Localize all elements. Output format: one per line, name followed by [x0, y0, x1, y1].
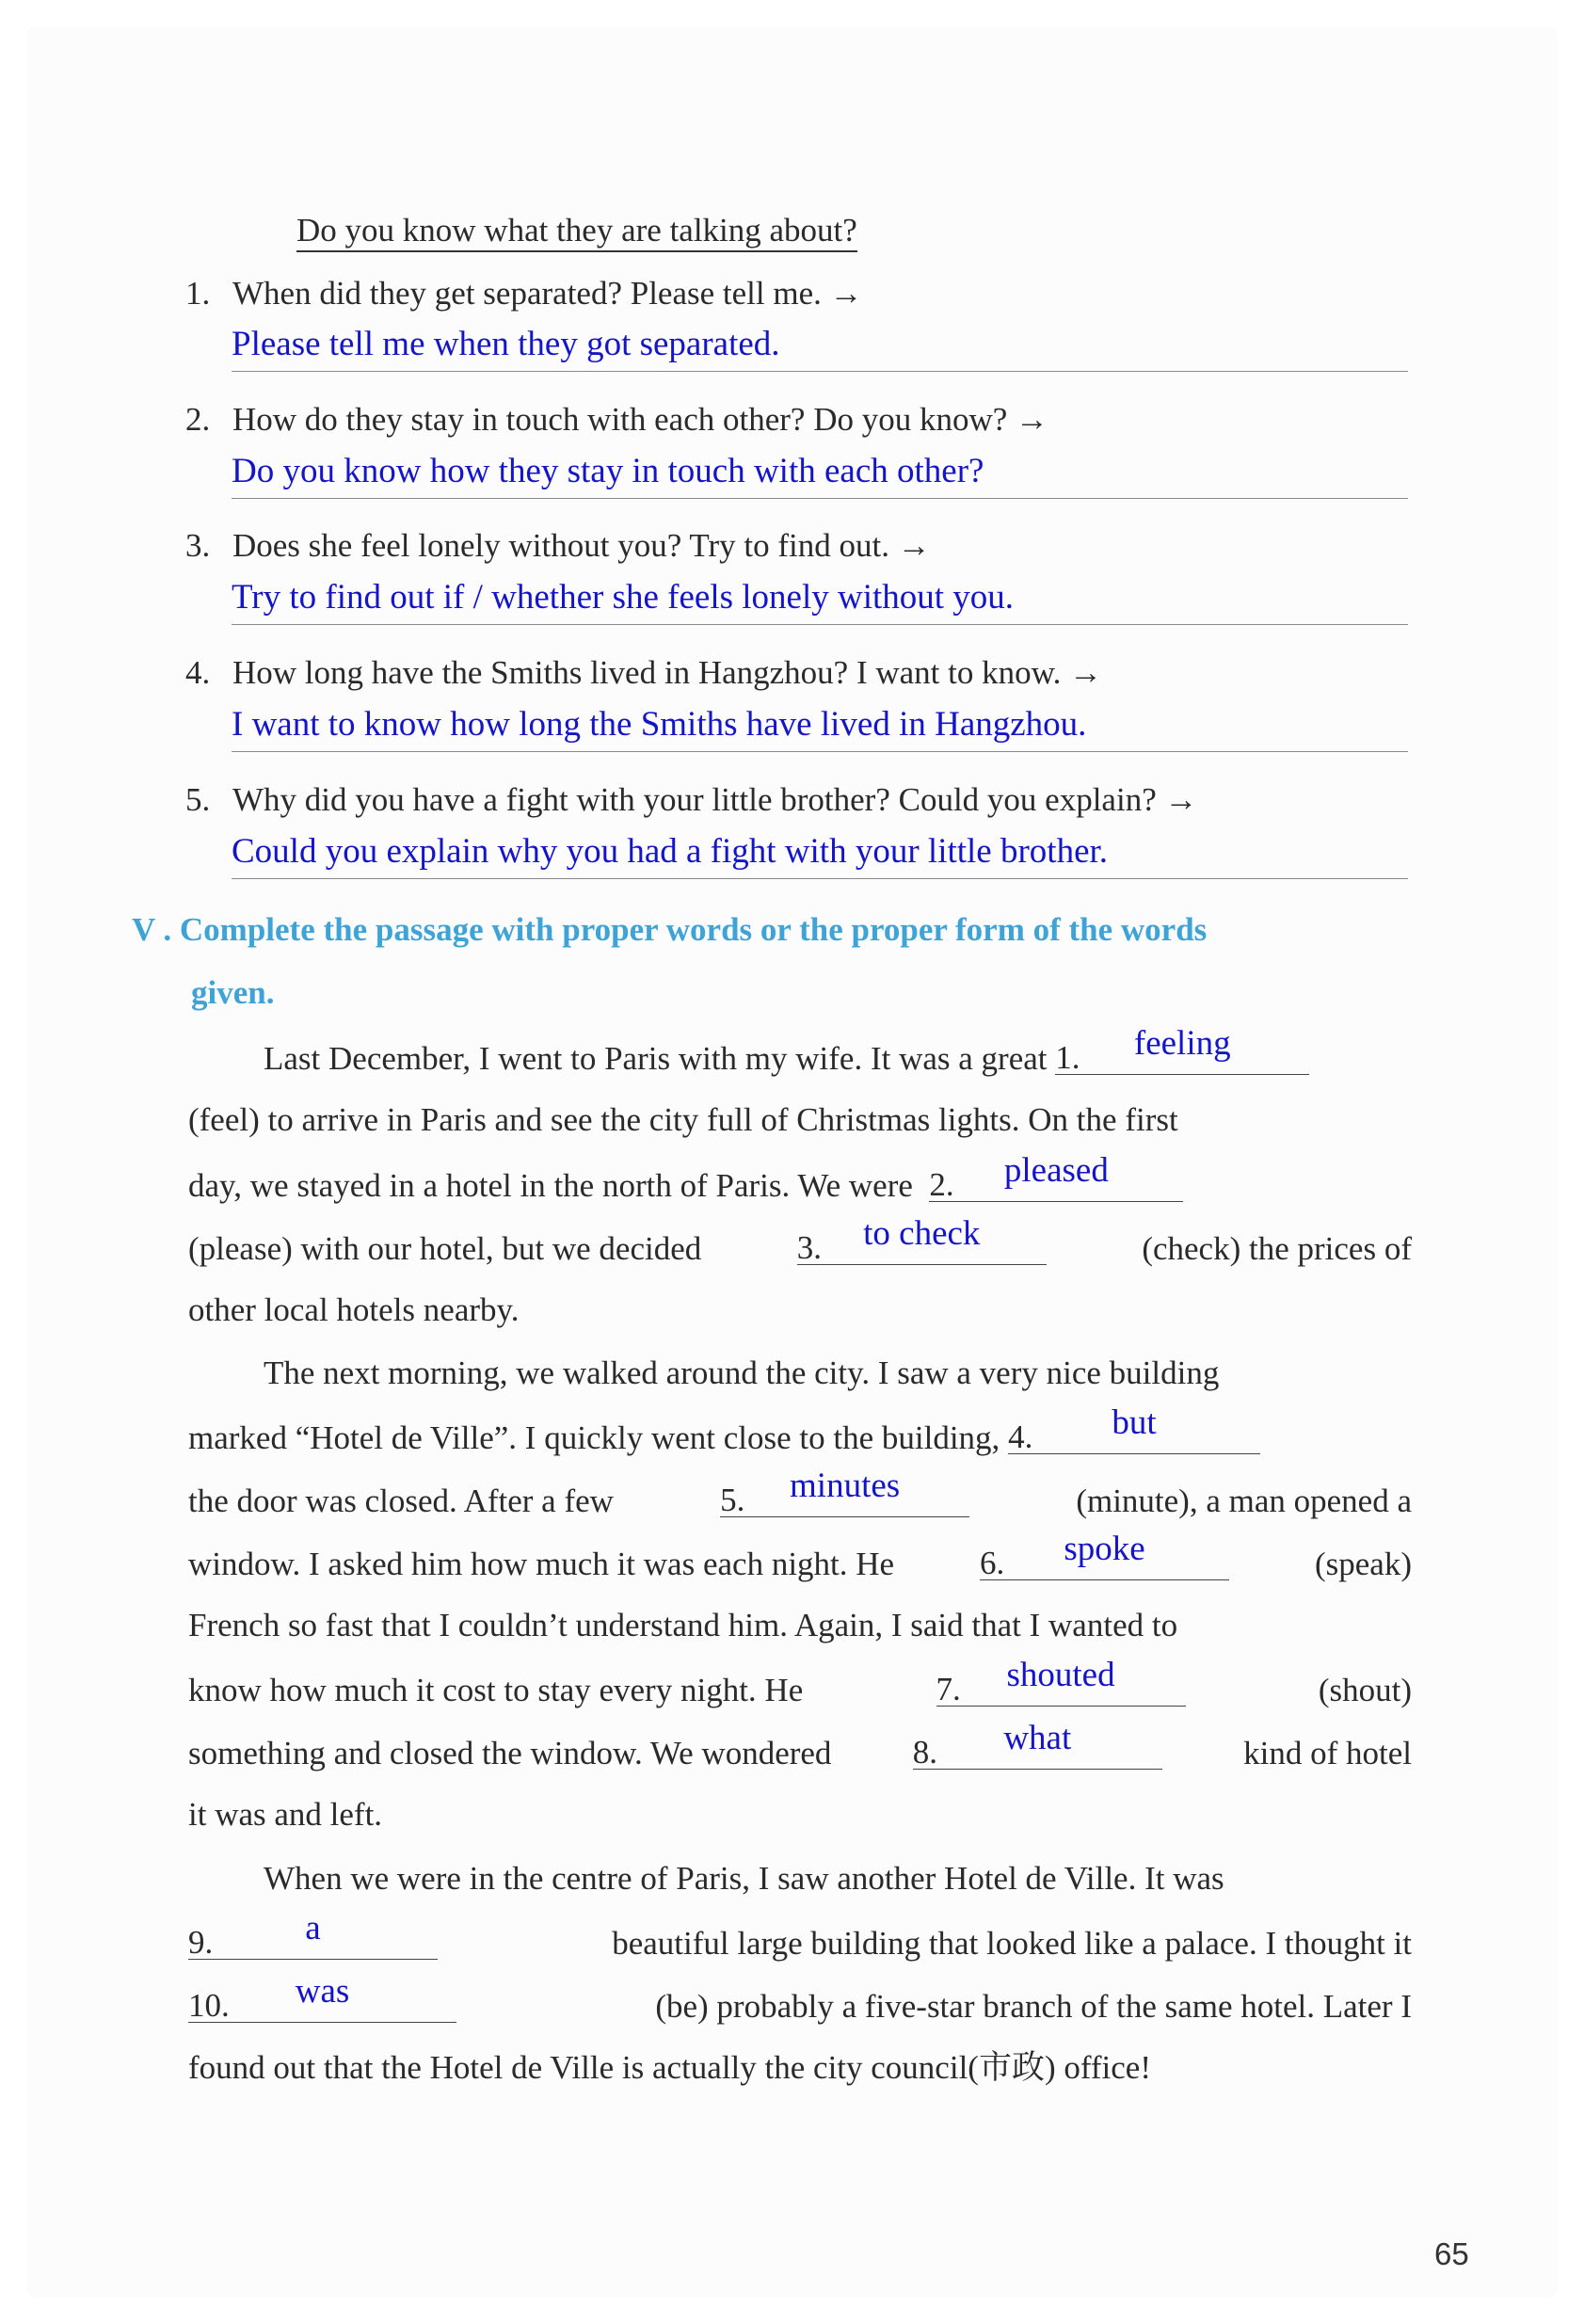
passage-line: something and closed the window. We wondered 8. what kind of hotel: [188, 1719, 1412, 1771]
section-v-heading: V . Complete the passage with proper words or the proper form of the words: [132, 911, 1208, 948]
blank-4[interactable]: 4. but: [1008, 1419, 1260, 1454]
blank-6[interactable]: 6. spoke: [980, 1546, 1229, 1580]
passage-line: know how much it cost to stay every night. He 7. shouted (shout): [188, 1656, 1412, 1708]
passage-line: day, we stayed in a hotel in the north of Paris. We were 2. pleased: [188, 1167, 1412, 1202]
intro-text: Do you know what they are talking about?: [296, 212, 857, 249]
passage-line: The next morning, we walked around the city. I saw a very nice building: [264, 1354, 1220, 1391]
answer-3: Try to find out if / whether she feels lonely without you.: [232, 578, 1408, 625]
passage-line: French so fast that I couldn’t understand him. Again, I said that I wanted to: [188, 1607, 1178, 1643]
passage-line: found out that the Hotel de Ville is actually the city council(市政) office!: [188, 2049, 1151, 2086]
passage-line: 10. was (be) probably a five-star branch of the same hotel. Later I: [188, 1972, 1412, 2025]
blank-5[interactable]: 5. minutes: [720, 1483, 969, 1517]
passage-line: 9. a beautiful large building that looked like a palace. I thought it: [188, 1909, 1412, 1962]
question-1: 1. When did they get separated? Please tell me. →: [185, 275, 863, 312]
answer-1: Please tell me when they got separated.: [232, 325, 1408, 372]
passage-line: (feel) to arrive in Paris and see the city full of Christmas lights. On the first: [188, 1101, 1178, 1138]
blank-1[interactable]: 1. feeling: [1055, 1040, 1309, 1075]
blank-2[interactable]: 2. pleased: [929, 1167, 1183, 1202]
passage-line: marked “Hotel de Ville”. I quickly went close to the building, 4. but: [188, 1419, 1412, 1454]
passage-line: it was and left.: [188, 1796, 383, 1833]
page-number: 65: [1434, 2236, 1469, 2271]
passage-line: Last December, I went to Paris with my wife. It was a great 1. feeling: [264, 1040, 1412, 1075]
passage-line: other local hotels nearby.: [188, 1291, 520, 1328]
question-5: 5. Why did you have a fight with your little brother? Could you explain? →: [185, 781, 1198, 818]
passage-line: window. I asked him how much it was each night. He 6. spoke (speak): [188, 1530, 1412, 1582]
section-v-heading-cont: given.: [191, 974, 275, 1011]
blank-3[interactable]: 3. to check: [797, 1230, 1047, 1265]
question-3: 3. Does she feel lonely without you? Try to find out. →: [185, 527, 931, 564]
passage-line: When we were in the centre of Paris, I saw another Hotel de Ville. It was: [264, 1860, 1224, 1897]
passage-line: (please) with our hotel, but we decided 3. to check (check) the prices of: [188, 1214, 1412, 1267]
answer-5: Could you explain why you had a fight with your little brother.: [232, 832, 1408, 879]
answer-2: Do you know how they stay in touch with each other?: [232, 452, 1408, 499]
blank-10[interactable]: 10. was: [188, 1988, 456, 2023]
blank-9[interactable]: 9. a: [188, 1925, 438, 1960]
question-4: 4. How long have the Smiths lived in Hangzhou? I want to know. →: [185, 654, 1103, 691]
blank-8[interactable]: 8. what: [913, 1735, 1162, 1770]
answer-4: I want to know how long the Smiths have lived in Hangzhou.: [232, 705, 1408, 752]
blank-7[interactable]: 7. shouted: [936, 1672, 1186, 1707]
question-2: 2. How do they stay in touch with each other? Do you know? →: [185, 401, 1049, 438]
passage-line: the door was closed. After a few 5. minutes (minute), a man opened a: [188, 1467, 1412, 1519]
